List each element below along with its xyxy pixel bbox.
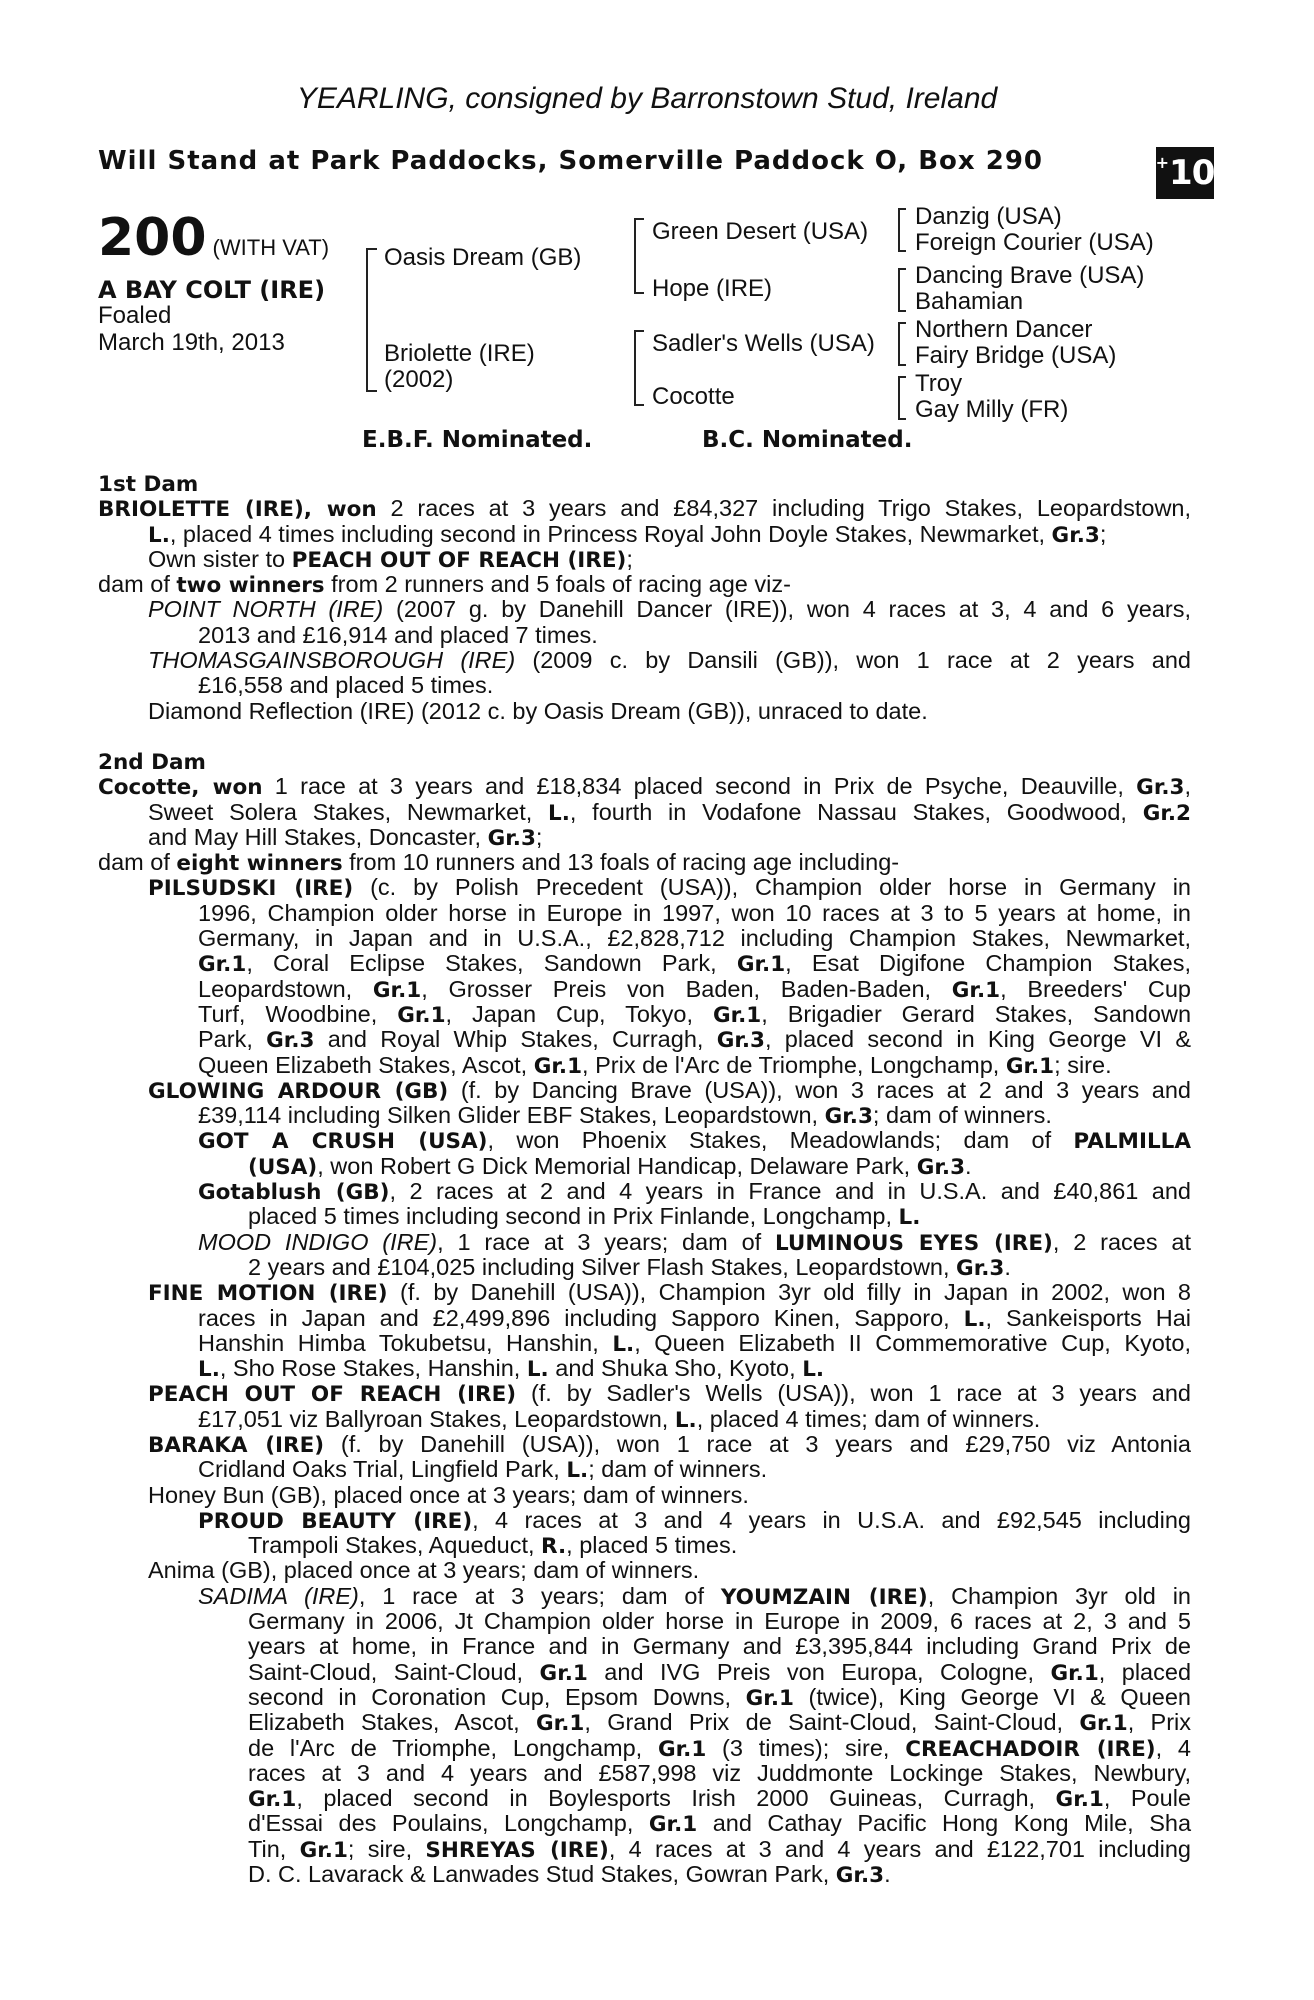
lot-description: A BAY COLT (IRE) <box>98 276 326 304</box>
bc-nominated: B.C. Nominated. <box>702 427 913 453</box>
catalogue-body <box>98 471 1191 1887</box>
first-dam-progeny: 2013 and £16,914 and placed 7 times. <box>198 621 598 648</box>
progeny-line: Gr.1, placed second in Boylesports Irish 2000 Guineas, Curragh, Gr.1, Poule <box>248 1785 1191 1813</box>
progeny-line: £17,051 viz Ballyroan Stakes, Leopardstown, L., placed 4 times; dam of winners. <box>198 1405 1041 1433</box>
progeny-line: races at 3 and 4 years and £587,998 viz Juddmonte Lockinge Stakes, Newbury, <box>248 1759 1191 1786</box>
progeny-line: Cridland Oaks Trial, Lingfield Park, L.; dam of winners. <box>198 1456 768 1484</box>
second-dam-line: and May Hill Stakes, Doncaster, Gr.3; <box>148 823 543 851</box>
progeny-line: races in Japan and £2,499,896 including Sapporo Kinen, Sapporo, L., Sankeisports Hai <box>198 1304 1192 1332</box>
progeny-line: D. C. Lavarack & Lanwades Stud Stakes, Gowran Park, Gr.3. <box>248 1861 891 1889</box>
pedigree-dss: Northern Dancer <box>915 316 1093 343</box>
pedigree-ssd: Foreign Courier (USA) <box>915 229 1154 256</box>
plus-icon: + <box>1155 152 1170 172</box>
lot-badge: + 10 <box>1156 147 1214 199</box>
first-dam-progeny: Diamond Reflection (IRE) (2012 c. by Oasis Dream (GB)), unraced to date. <box>148 697 928 724</box>
pedigree-brace-dd <box>898 376 906 420</box>
location-line: Will Stand at Park Paddocks, Somerville Paddock O, Box 290 <box>98 146 1044 176</box>
progeny-line: Park, Gr.3 and Royal Whip Stakes, Curragh, Gr.3, placed second in King George VI & <box>198 1026 1192 1054</box>
second-dam-line: dam of eight winners from 10 runners and 13 foals of racing age including- <box>98 849 900 877</box>
progeny-line: Tin, Gr.1; sire, SHREYAS (IRE), 4 races at 3 and 4 years and £122,701 including <box>248 1835 1191 1863</box>
pedigree-dsd: Fairy Bridge (USA) <box>915 342 1117 369</box>
pedigree-brace-ss <box>898 208 906 252</box>
pedigree-sire-sire: Green Desert (USA) <box>652 218 869 245</box>
pedigree-sds: Dancing Brave (USA) <box>915 262 1145 289</box>
consignor-line: YEARLING, consigned by Barronstown Stud, Ireland <box>296 82 998 115</box>
progeny-line: placed 5 times including second in Prix Finlande, Longchamp, L. <box>248 1203 921 1231</box>
progeny-line: GOT A CRUSH (USA), won Phoenix Stakes, Meadowlands; dam of PALMILLA <box>198 1127 1191 1155</box>
foaled-date: March 19th, 2013 <box>98 329 285 356</box>
progeny-line: £39,114 including Silken Glider EBF Stakes, Leopardstown, Gr.3; dam of winners. <box>198 1102 1052 1130</box>
first-dam-progeny: THOMASGAINSBOROUGH (IRE) (2009 c. by Dansili (GB)), won 1 race at 2 years and <box>148 647 1191 674</box>
first-dam-heading: 1st Dam <box>98 472 199 497</box>
ebf-nominated: E.B.F. Nominated. <box>362 427 593 453</box>
pedigree-brace-gen1 <box>366 248 377 392</box>
pedigree-dam: Briolette (IRE) <box>384 340 535 367</box>
progeny-line: (USA), won Robert G Dick Memorial Handicap, Delaware Park, Gr.3. <box>248 1152 972 1180</box>
progeny-line: SADIMA (IRE), 1 race at 3 years; dam of YOUMZAIN (IRE), Champion 3yr old in <box>198 1582 1191 1610</box>
first-dam-line: BRIOLETTE (IRE), won 2 races at 3 years and £84,327 including Trigo Stakes, Leopardstown, <box>98 495 1192 523</box>
pedigree-dam-year: (2002) <box>384 366 454 393</box>
pedigree-dam-sire: Sadler's Wells (USA) <box>652 330 875 357</box>
progeny-line: Hanshin Himba Tokubetsu, Hanshin, L., Queen Elizabeth II Commemorative Cup, Kyoto, <box>198 1329 1192 1357</box>
pedigree-dds: Troy <box>915 370 963 397</box>
progeny-line: 2 years and £104,025 including Silver Flash Stakes, Leopardstown, Gr.3. <box>248 1253 1011 1281</box>
pedigree-sire-dam: Hope (IRE) <box>652 275 773 302</box>
pedigree-sdd: Bahamian <box>915 288 1024 315</box>
first-dam-progeny: POINT NORTH (IRE) (2007 g. by Danehill Dancer (IRE)), won 4 races at 3, 4 and 6 years, <box>148 596 1191 623</box>
progeny-line: L., Sho Rose Stakes, Hanshin, L. and Shuka Sho, Kyoto, L. <box>198 1355 825 1383</box>
progeny-line: FINE MOTION (IRE) (f. by Danehill (USA)), Champion 3yr old filly in Japan in 2002, won 8 <box>148 1279 1191 1307</box>
progeny-line: Elizabeth Stakes, Ascot, Gr.1, Grand Prix de Saint-Cloud, Saint-Cloud, Gr.1, Prix <box>248 1709 1192 1737</box>
vat-label: (WITH VAT) <box>212 235 330 260</box>
progeny-line: Queen Elizabeth Stakes, Ascot, Gr.1, Prix de l'Arc de Triomphe, Longchamp, Gr.1; sire. <box>198 1051 1112 1079</box>
progeny-line: MOOD INDIGO (IRE), 1 race at 3 years; dam of LUMINOUS EYES (IRE), 2 races at <box>198 1228 1191 1256</box>
lot-number-block <box>98 208 329 268</box>
pedigree-brace-dam <box>634 330 644 406</box>
progeny-line: Anima (GB), placed once at 3 years; dam of winners. <box>148 1557 700 1584</box>
progeny-line: second in Coronation Cup, Epsom Downs, Gr.1 (twice), King George VI & Queen <box>248 1683 1191 1711</box>
progeny-line: Trampoli Stakes, Aqueduct, R., placed 5 times. <box>248 1532 738 1560</box>
progeny-line: Turf, Woodbine, Gr.1, Japan Cup, Tokyo, Gr.1, Brigadier Gerard Stakes, Sandown <box>198 1000 1192 1028</box>
progeny-line: 1996, Champion older horse in Europe in 1997, won 10 races at 3 to 5 years at home, in <box>198 899 1191 926</box>
progeny-line: Saint-Cloud, Saint-Cloud, Gr.1 and IVG Preis von Europa, Cologne, Gr.1, placed <box>248 1658 1192 1686</box>
progeny-line: PEACH OUT OF REACH (IRE) (f. by Sadler's Wells (USA)), won 1 race at 3 years and <box>148 1380 1191 1408</box>
first-dam-line: L., placed 4 times including second in Princess Royal John Doyle Stakes, Newmarket, Gr.3; <box>148 520 1107 548</box>
progeny-line: GLOWING ARDOUR (GB) (f. by Dancing Brave (USA)), won 3 races at 2 and 3 years and <box>148 1076 1191 1104</box>
progeny-line: years at home, in France and in Germany and £3,395,844 including Grand Prix de <box>248 1633 1191 1660</box>
second-dam-heading: 2nd Dam <box>98 749 206 775</box>
pedigree-brace-ds <box>898 322 906 366</box>
progeny-line: Honey Bun (GB), placed once at 3 years; dam of winners. <box>148 1481 749 1508</box>
progeny-line: Leopardstown, Gr.1, Grosser Preis von Baden, Baden-Baden, Gr.1, Breeders' Cup <box>198 975 1192 1003</box>
progeny-line: d'Essai des Poulains, Longchamp, Gr.1 and Cathay Pacific Hong Kong Mile, Sha <box>248 1810 1192 1838</box>
foaled-label: Foaled <box>98 302 172 329</box>
progeny-line: Germany, in Japan and in U.S.A., £2,828,712 including Champion Stakes, Newmarket, <box>198 925 1191 952</box>
progeny-line: Gr.1, Coral Eclipse Stakes, Sandown Park, Gr.1, Esat Digifone Champion Stakes, <box>198 950 1191 978</box>
first-dam-line: Own sister to PEACH OUT OF REACH (IRE); <box>148 545 633 573</box>
pedigree-brace-sd <box>898 268 906 312</box>
pedigree-sire: Oasis Dream (GB) <box>384 244 582 271</box>
progeny-line: BARAKA (IRE) (f. by Danehill (USA)), won 1 race at 3 years and £29,750 viz Antonia <box>148 1430 1191 1458</box>
pedigree-sss: Danzig (USA) <box>915 203 1062 230</box>
first-dam-line: dam of two winners from 2 runners and 5 foals of racing age viz- <box>98 571 791 599</box>
second-dam-line: Cocotte, won 1 race at 3 years and £18,834 placed second in Prix de Psyche, Deauville, Gr.3, <box>98 773 1192 801</box>
second-dam-line: Sweet Solera Stakes, Newmarket, L., fourth in Vodafone Nassau Stakes, Goodwood, Gr.2 <box>148 798 1191 826</box>
lot-number: 200 <box>98 208 207 268</box>
progeny-line: PILSUDSKI (IRE) (c. by Polish Precedent (USA)), Champion older horse in Germany in <box>148 874 1192 902</box>
progeny-line: Germany in 2006, Jt Champion older horse in Europe in 2009, 6 races at 2, 3 and 5 <box>248 1608 1191 1635</box>
progeny-line: PROUD BEAUTY (IRE), 4 races at 3 and 4 years in U.S.A. and £92,545 including <box>198 1506 1191 1534</box>
progeny-line: de l'Arc de Triomphe, Longchamp, Gr.1 (3 times); sire, CREACHADOIR (IRE), 4 <box>248 1734 1191 1762</box>
first-dam-progeny: £16,558 and placed 5 times. <box>198 672 494 699</box>
progeny-line: Gotablush (GB), 2 races at 2 and 4 years in France and in U.S.A. and £40,861 and <box>198 1178 1191 1206</box>
pedigree-dam-dam: Cocotte <box>652 383 735 410</box>
pedigree-ddd: Gay Milly (FR) <box>915 396 1069 423</box>
pedigree-brace-sire <box>634 218 644 294</box>
